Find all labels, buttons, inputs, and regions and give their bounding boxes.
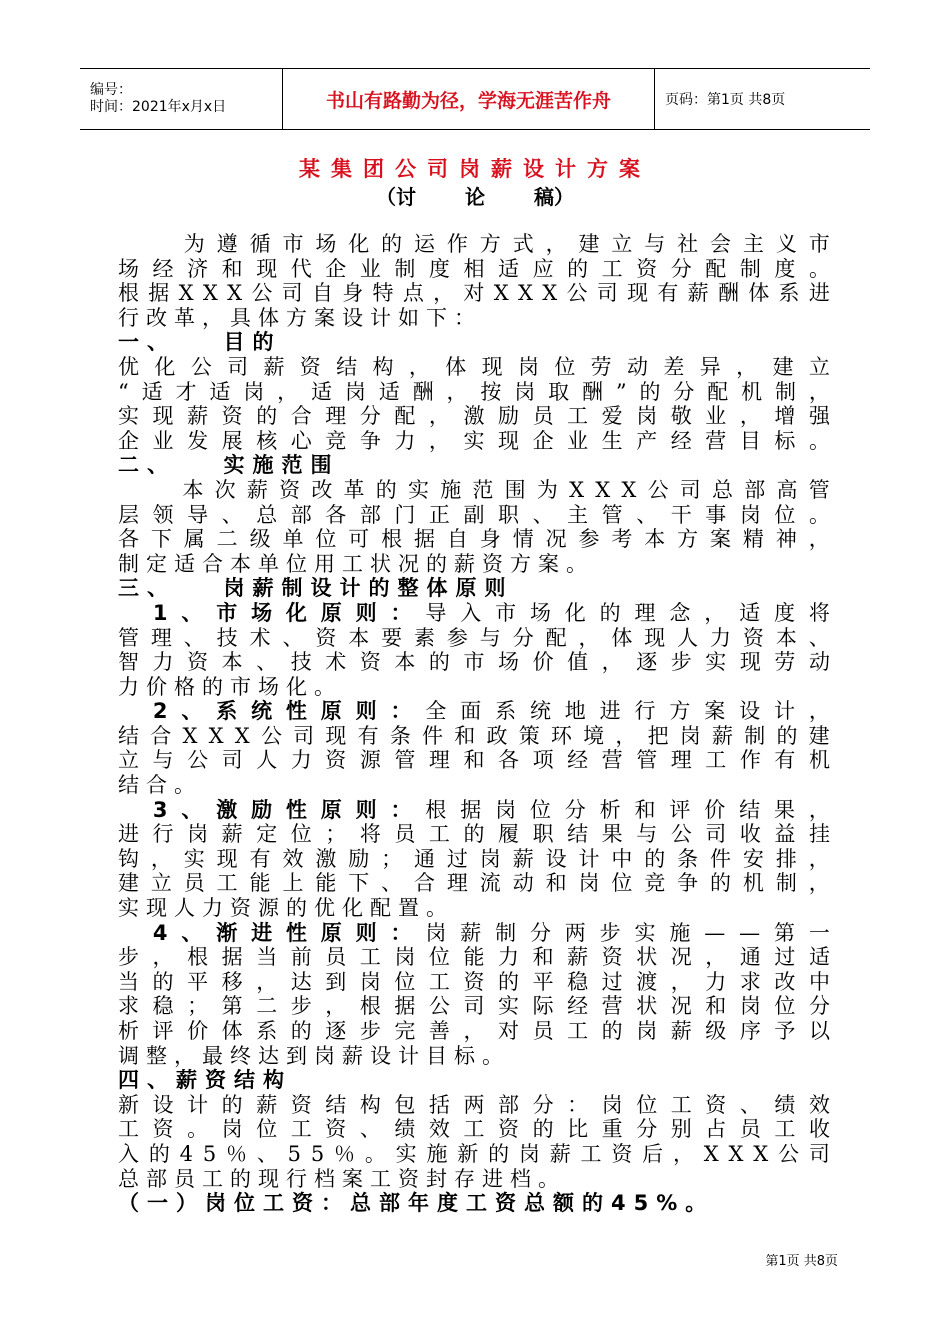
subtitle-part: 稿） (533, 185, 574, 209)
subtitle-part: 论 (465, 185, 485, 209)
body-line: 1 、 市 场 化 原 则 ： 导 入 市 场 化 的 理 念 ， 适 度 将 (152, 600, 830, 625)
body-line: 调 整 ， 最 终 达 到 岗 薪 设 计 目 标 。 (118, 1043, 510, 1068)
section-heading: 三、 岗薪制设计的整体原则 (118, 576, 514, 601)
body-line: 智 力 资 本 、 技 术 资 本 的 市 场 价 值 ， 逐 步 实 现 劳 动 (118, 650, 830, 675)
body-line: 钩 ， 实 现 有 效 激 励 ； 通 过 岗 薪 设 计 中 的 条 件 安 排 ， (118, 846, 830, 871)
body-line: 管 理 、 技 术 、 资 本 要 素 参 与 分 配 ， 体 现 人 力 资 本 、 (118, 625, 830, 650)
body-line: “ 适 才 适 岗 ， 适 岗 适 酬 ， 按 岗 取 酬 ” 的 分 配 机 制 ， (118, 379, 830, 404)
body-line: 场 经 济 和 现 代 企 业 制 度 相 适 应 的 工 资 分 配 制 度 。 (118, 256, 830, 281)
body-line: 步 ， 根 据 当 前 员 工 岗 位 能 力 和 薪 资 状 况 ， 通 过 适 (118, 945, 830, 970)
body-line: 立 与 公 司 人 力 资 源 管 理 和 各 项 经 营 管 理 工 作 有 机 (118, 748, 830, 773)
document-subtitle (0, 181, 950, 210)
page-header (80, 68, 870, 130)
section-heading: 二、 实施范围 (118, 453, 340, 478)
motto-text: 书山有路勤为径，学海无涯苦作舟 (325, 89, 611, 112)
body-line: 为 遵 循 市 场 化 的 运 作 方 式 ， 建 立 与 社 会 主 义 市 (183, 232, 830, 256)
section-heading: （一）岗位工资：总部年度工资总额的45%。 (118, 1191, 715, 1216)
page-label: 页码：第1页 共8页 (665, 92, 786, 108)
body-line: 进 行 岗 薪 定 位 ； 将 员 工 的 履 职 结 果 与 公 司 收 益 挂 (118, 822, 830, 847)
body-line: 制 定 适 合 本 单 位 用 工 状 况 的 薪 资 方 案 。 (118, 551, 594, 576)
header-motto (282, 69, 655, 129)
body-line: 工 资 。 岗 位 工 资 、 绩 效 工 资 的 比 重 分 别 占 员 工 收 (118, 1117, 830, 1142)
body-line: 总 部 员 工 的 现 行 档 案 工 资 封 存 进 档 。 (118, 1166, 566, 1191)
time-label: 时间：2021年x月x日 (90, 99, 227, 115)
body-line: 本 次 薪 资 改 革 的 实 施 范 围 为 X X X 公 司 总 部 高 管 (182, 477, 830, 502)
header-meta (80, 69, 282, 129)
body-line: 层 领 导 、 总 部 各 部 门 正 副 职 、 主 管 、 干 事 岗 位 。 (118, 502, 830, 527)
number-label: 编号： (90, 82, 132, 98)
body-line: 当 的 平 移 ， 达 到 岗 位 工 资 的 平 稳 过 渡 ， 力 求 改 中 (118, 969, 830, 994)
body-line: 实 现 薪 资 的 合 理 分 配 ， 激 励 员 工 爱 岗 敬 业 ， 增 强 (118, 404, 830, 429)
body-line: 行 改 革 ， 具 体 方 案 设 计 如 下 ： (118, 305, 482, 330)
body-line: 析 评 价 体 系 的 逐 步 完 善 ， 对 员 工 的 岗 薪 级 序 予 以 (118, 1019, 830, 1043)
body-line: 实 现 人 力 资 源 的 优 化 配 置 。 (118, 896, 454, 921)
body-line: 2 、 系 统 性 原 则 ： 全 面 系 统 地 进 行 方 案 设 计 ， (152, 699, 830, 724)
section-heading: 四、薪资结构 (118, 1068, 292, 1093)
body-line: 入 的 4 5 ％ 、 5 5 ％ 。 实 施 新 的 岗 薪 工 资 后 ， X X X 公 司 (118, 1141, 830, 1166)
section-heading: 一、 目的 (118, 330, 282, 355)
body-line: 4 、 渐 进 性 原 则 ： 岗 薪 制 分 两 步 实 施 — — 第 一 (152, 920, 830, 945)
body-line: 优 化 公 司 薪 资 结 构 ， 体 现 岗 位 劳 动 差 异 ， 建 立 (118, 354, 830, 379)
body-line: 结 合 X X X 公 司 现 有 条 件 和 政 策 环 境 ， 把 岗 薪 制 的 建 (118, 723, 830, 748)
body-line: 新 设 计 的 薪 资 结 构 包 括 两 部 分 ： 岗 位 工 资 、 绩 效 (118, 1092, 830, 1117)
document-body (118, 232, 830, 1216)
body-line: 求 稳 ； 第 二 步 ， 根 据 公 司 实 际 经 营 状 况 和 岗 位 分 (118, 994, 830, 1019)
body-line: 企 业 发 展 核 心 竞 争 力 ， 实 现 企 业 生 产 经 营 目 标 。 (118, 428, 830, 453)
page-footer: 第1页 共8页 (765, 1254, 838, 1269)
document-title: 某集团公司岗薪设计方案 (299, 157, 651, 181)
header-page-number (655, 69, 870, 129)
body-line: 建 立 员 工 能 上 能 下 、 合 理 流 动 和 岗 位 竞 争 的 机 制 ， (118, 871, 830, 896)
body-line: 各 下 属 二 级 单 位 可 根 据 自 身 情 况 参 考 本 方 案 精 神 ， (118, 527, 830, 552)
body-line: 根 据 X X X 公 司 自 身 特 点 ， 对 X X X 公 司 现 有 薪 酬 体 系 进 (118, 281, 830, 306)
subtitle-part: （讨 (376, 185, 417, 209)
body-line: 力 价 格 的 市 场 化 。 (118, 674, 342, 699)
body-line: 结 合 。 (118, 773, 202, 798)
body-line: 3 、 激 励 性 原 则 ： 根 据 岗 位 分 析 和 评 价 结 果 ， (152, 797, 830, 822)
